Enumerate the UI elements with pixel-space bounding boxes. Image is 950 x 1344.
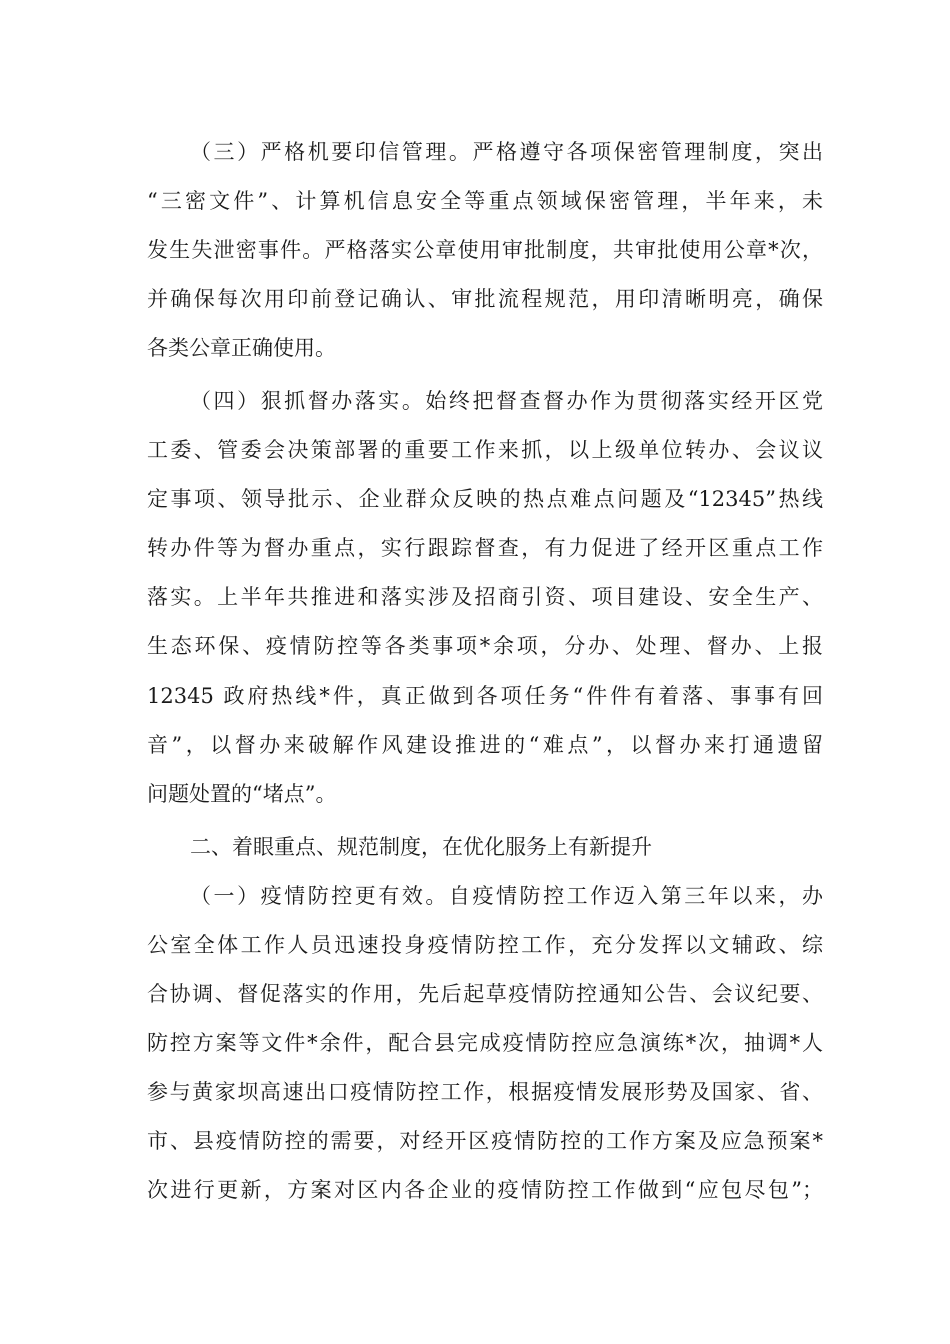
paragraph-line: 问题处置的“堵点”。 bbox=[147, 782, 337, 806]
paragraph-line: （一）疫情防控更有效。自疫情防控工作迈入第三年以来，办 bbox=[190, 884, 823, 908]
paragraph-line: 参与黄家坝高速出口疫情防控工作，根据疫情发展形势及国家、省、 bbox=[147, 1080, 823, 1104]
paragraph-line: 市、县疫情防控的需要，对经开区疫情防控的工作方案及应急预案* bbox=[147, 1129, 823, 1153]
paragraph-line: （三）严格机要印信管理。严格遵守各项保密管理制度，突出 bbox=[190, 140, 823, 164]
paragraph-line: 公室全体工作人员迅速投身疫情防控工作，充分发挥以文辅政、综 bbox=[147, 933, 823, 957]
paragraph-line: 工委、管委会决策部署的重要工作来抓，以上级单位转办、会议议 bbox=[147, 438, 823, 462]
paragraph-line: 发生失泄密事件。严格落实公章使用审批制度，共审批使用公章*次， bbox=[147, 238, 823, 262]
paragraph-line: “三密文件”、计算机信息安全等重点领域保密管理，半年来，未 bbox=[147, 189, 823, 213]
paragraph-line: 12345 政府热线*件，真正做到各项任务“件件有着落、事事有回 bbox=[147, 684, 823, 708]
paragraph-line: 各类公章正确使用。 bbox=[147, 336, 336, 360]
paragraph-line: 次进行更新，方案对区内各企业的疫情防控工作做到“应包尽包”； bbox=[147, 1178, 823, 1202]
paragraph-line: 生态环保、疫情防控等各类事项*余项，分办、处理、督办、上报 bbox=[147, 634, 823, 658]
paragraph-line: 落实。上半年共推进和落实涉及招商引资、项目建设、安全生产、 bbox=[147, 585, 823, 609]
paragraph-line: 音”，以督办来破解作风建设推进的“难点”，以督办来打通遗留 bbox=[147, 733, 823, 757]
paragraph-line: （四）狠抓督办落实。始终把督查督办作为贯彻落实经开区党 bbox=[190, 389, 823, 413]
paragraph-line: 转办件等为督办重点，实行跟踪督查，有力促进了经开区重点工作 bbox=[147, 536, 823, 560]
paragraph-line: 定事项、领导批示、企业群众反映的热点难点问题及“12345”热线 bbox=[147, 487, 823, 511]
paragraph-line: 并确保每次用印前登记确认、审批流程规范，用印清晰明亮，确保 bbox=[147, 287, 823, 311]
paragraph-line: 防控方案等文件*余件，配合县完成疫情防控应急演练*次，抽调*人 bbox=[147, 1031, 823, 1055]
paragraph-line: 合协调、督促落实的作用，先后起草疫情防控通知公告、会议纪要、 bbox=[147, 982, 823, 1006]
section-heading: 二、着眼重点、规范制度，在优化服务上有新提升 bbox=[190, 835, 652, 859]
